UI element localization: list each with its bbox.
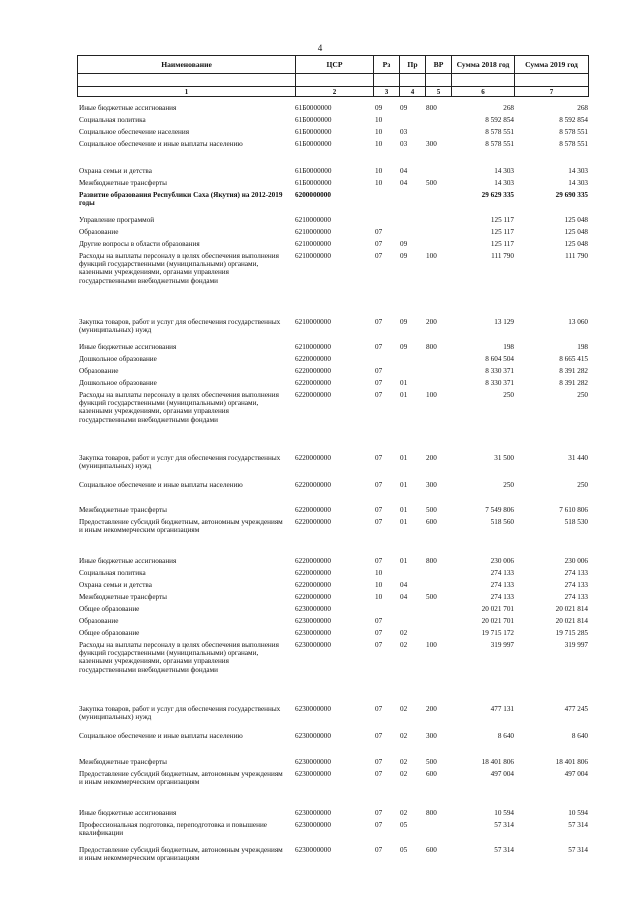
cell-pr: 09 xyxy=(400,240,408,248)
cell-s18: 18 401 806 xyxy=(481,758,514,766)
cell-name: Социальное обеспечение и иные выплаты населению xyxy=(79,481,243,489)
cell-name: Общее образование xyxy=(79,629,140,637)
cell-name: Закупка товаров, работ и услуг для обеспечения государственных (муниципальных) нужд xyxy=(79,318,281,335)
cell-pr: 09 xyxy=(400,343,408,351)
cell-s19: 14 303 xyxy=(568,179,588,187)
cell-s19: 125 048 xyxy=(564,240,588,248)
cell-s18: 57 314 xyxy=(494,846,514,854)
cell-name: Общее образование xyxy=(79,605,140,613)
cell-rz: 07 xyxy=(375,379,383,387)
cell-s18: 125 117 xyxy=(490,240,514,248)
header-sum-2018: Сумма 2018 год xyxy=(452,56,515,74)
cell-s19: 319 997 xyxy=(564,641,588,649)
cell-name: Другие вопросы в области образования xyxy=(79,240,200,248)
cell-s19: 274 133 xyxy=(564,581,588,589)
header-csr: ЦСР xyxy=(296,56,374,74)
cell-csr: 6230000000 xyxy=(295,758,331,766)
cell-name: Расходы на выплаты персоналу в целях обеспечения выполнения функций государственными (муниципальными) органами, казенными учреждениями, органами управления государственными внебюджетными фондами xyxy=(79,391,279,424)
cell-csr: 6220000000 xyxy=(295,557,331,565)
cell-rz: 09 xyxy=(375,104,383,112)
cell-s19: 268 xyxy=(577,104,588,112)
cell-name: Межбюджетные трансферты xyxy=(79,179,167,187)
col-num-2: 2 xyxy=(296,87,374,97)
cell-s18: 8 640 xyxy=(497,732,514,740)
cell-vr: 300 xyxy=(426,732,437,740)
cell-s18: 20 021 701 xyxy=(481,617,514,625)
cell-csr: 6210000000 xyxy=(295,318,331,326)
cell-pr: 03 xyxy=(400,128,408,136)
col-num-1: 1 xyxy=(78,87,296,97)
cell-name: Предоставление субсидий бюджетным, автономным учреждениям и иным некоммерческим организациям xyxy=(79,770,283,787)
cell-rz: 07 xyxy=(375,557,383,565)
cell-pr: 02 xyxy=(400,770,408,778)
cell-csr: 6230000000 xyxy=(295,821,331,829)
cell-vr: 300 xyxy=(426,481,437,489)
cell-name: Охрана семьи и детства xyxy=(79,581,152,589)
col-num-4: 4 xyxy=(400,87,426,97)
cell-s19: 10 594 xyxy=(568,809,588,817)
header-vr: ВР xyxy=(426,56,452,74)
cell-csr: 6220000000 xyxy=(295,379,331,387)
cell-s18: 8 330 371 xyxy=(485,379,514,387)
cell-name: Образование xyxy=(79,367,119,375)
cell-rz: 10 xyxy=(375,167,383,175)
cell-vr: 100 xyxy=(426,641,437,649)
cell-rz: 10 xyxy=(375,593,383,601)
cell-name: Иные бюджетные ассигнования xyxy=(79,104,177,112)
cell-csr: 61Б0000000 xyxy=(295,128,332,136)
cell-s18: 477 131 xyxy=(490,705,514,713)
cell-pr: 01 xyxy=(400,454,408,462)
cell-s19: 477 245 xyxy=(564,705,588,713)
cell-name: Социальная политика xyxy=(79,569,146,577)
cell-s19: 8 578 551 xyxy=(559,128,588,136)
cell-rz: 10 xyxy=(375,128,383,136)
cell-name: Управление программой xyxy=(79,216,155,224)
cell-name: Предоставление субсидий бюджетным, автономным учреждениям и иным некоммерческим организациям xyxy=(79,846,283,863)
cell-vr: 300 xyxy=(426,140,437,148)
cell-s19: 19 715 285 xyxy=(555,629,588,637)
cell-s19: 111 790 xyxy=(565,252,588,260)
cell-rz: 07 xyxy=(375,481,383,489)
cell-name: Межбюджетные трансферты xyxy=(79,506,167,514)
cell-csr: 6220000000 xyxy=(295,481,331,489)
cell-rz: 07 xyxy=(375,629,383,637)
cell-pr: 01 xyxy=(400,481,408,489)
cell-s19: 18 401 806 xyxy=(555,758,588,766)
cell-vr: 500 xyxy=(426,506,437,514)
cell-pr: 04 xyxy=(400,593,408,601)
cell-name: Образование xyxy=(79,228,119,236)
cell-s18: 14 303 xyxy=(494,179,514,187)
cell-csr: 61Б0000000 xyxy=(295,140,332,148)
header-name: Наименование xyxy=(78,56,296,74)
cell-rz: 07 xyxy=(375,454,383,462)
cell-s18: 8 604 504 xyxy=(485,355,514,363)
cell-pr: 09 xyxy=(400,252,408,260)
cell-pr: 04 xyxy=(400,581,408,589)
cell-s19: 8 592 854 xyxy=(559,116,588,124)
cell-s18: 497 004 xyxy=(490,770,514,778)
cell-csr: 61Б0000000 xyxy=(295,116,332,124)
cell-name: Межбюджетные трансферты xyxy=(79,593,167,601)
cell-vr: 200 xyxy=(426,705,437,713)
cell-rz: 07 xyxy=(375,318,383,326)
cell-s18: 250 xyxy=(503,481,514,489)
col-num-6: 6 xyxy=(452,87,515,97)
cell-name: Межбюджетные трансферты xyxy=(79,758,167,766)
cell-csr: 6210000000 xyxy=(295,252,331,260)
cell-csr: 6230000000 xyxy=(295,770,331,778)
cell-s18: 125 117 xyxy=(490,228,514,236)
cell-s19: 8 391 282 xyxy=(559,379,588,387)
cell-rz: 07 xyxy=(375,518,383,526)
cell-pr: 05 xyxy=(400,821,408,829)
cell-s19: 57 314 xyxy=(568,846,588,854)
cell-name: Расходы на выплаты персоналу в целях обеспечения выполнения функций государственными (муниципальными) органами, казенными учреждениями, органами управления государственными внебюджетными фондами xyxy=(79,641,279,674)
cell-rz: 07 xyxy=(375,809,383,817)
cell-name: Развитие образования Республики Саха (Якутия) на 2012-2019 годы xyxy=(79,191,283,208)
cell-name: Расходы на выплаты персоналу в целях обеспечения выполнения функций государственными (муниципальными) органами, казенными учреждениями, органами управления государственными внебюджетными фондами xyxy=(79,252,279,285)
cell-name: Социальное обеспечение и иные выплаты населению xyxy=(79,140,243,148)
cell-vr: 200 xyxy=(426,318,437,326)
cell-s18: 230 006 xyxy=(490,557,514,565)
cell-s18: 29 629 335 xyxy=(481,191,514,199)
cell-rz: 10 xyxy=(375,140,383,148)
cell-pr: 09 xyxy=(400,104,408,112)
cell-s18: 268 xyxy=(503,104,514,112)
cell-name: Социальное обеспечение населения xyxy=(79,128,190,136)
cell-name: Социальная политика xyxy=(79,116,146,124)
cell-csr: 6230000000 xyxy=(295,641,331,649)
cell-s18: 198 xyxy=(503,343,514,351)
cell-s19: 7 610 806 xyxy=(559,506,588,514)
cell-s18: 111 790 xyxy=(491,252,514,260)
col-num-7: 7 xyxy=(515,87,589,97)
cell-rz: 07 xyxy=(375,641,383,649)
cell-name: Иные бюджетные ассигнования xyxy=(79,557,177,565)
cell-s18: 250 xyxy=(503,391,514,399)
cell-s19: 198 xyxy=(577,343,588,351)
cell-csr: 6220000000 xyxy=(295,367,331,375)
cell-name: Предоставление субсидий бюджетным, автономным учреждениям и иным некоммерческим организациям xyxy=(79,518,283,535)
cell-pr: 02 xyxy=(400,732,408,740)
cell-s19: 8 640 xyxy=(571,732,588,740)
cell-vr: 100 xyxy=(426,252,437,260)
cell-vr: 600 xyxy=(426,518,437,526)
cell-vr: 600 xyxy=(426,846,437,854)
cell-csr: 6220000000 xyxy=(295,454,331,462)
cell-s19: 250 xyxy=(577,391,588,399)
cell-s18: 20 021 701 xyxy=(481,605,514,613)
cell-rz: 07 xyxy=(375,391,383,399)
col-num-5: 5 xyxy=(426,87,452,97)
cell-vr: 800 xyxy=(426,343,437,351)
cell-s19: 8 391 282 xyxy=(559,367,588,375)
header-sum-2019: Сумма 2019 год xyxy=(515,56,589,74)
cell-csr: 6210000000 xyxy=(295,228,331,236)
cell-name: Образование xyxy=(79,617,119,625)
cell-s19: 125 048 xyxy=(564,216,588,224)
cell-pr: 01 xyxy=(400,518,408,526)
cell-csr: 6220000000 xyxy=(295,593,331,601)
cell-s18: 125 117 xyxy=(490,216,514,224)
cell-s18: 10 594 xyxy=(494,809,514,817)
cell-s18: 274 133 xyxy=(490,581,514,589)
table-header xyxy=(77,55,589,97)
cell-csr: 6230000000 xyxy=(295,605,331,613)
cell-csr: 6220000000 xyxy=(295,506,331,514)
cell-rz: 07 xyxy=(375,228,383,236)
cell-s18: 7 549 806 xyxy=(485,506,514,514)
cell-name: Дошкольное образование xyxy=(79,355,157,363)
cell-rz: 10 xyxy=(375,179,383,187)
cell-csr: 6210000000 xyxy=(295,240,331,248)
cell-s18: 319 997 xyxy=(490,641,514,649)
cell-s19: 518 530 xyxy=(564,518,588,526)
cell-pr: 02 xyxy=(400,809,408,817)
cell-rz: 07 xyxy=(375,758,383,766)
cell-rz: 07 xyxy=(375,617,383,625)
cell-s19: 230 006 xyxy=(564,557,588,565)
cell-s18: 57 314 xyxy=(494,821,514,829)
cell-vr: 800 xyxy=(426,104,437,112)
cell-pr: 01 xyxy=(400,391,408,399)
cell-rz: 07 xyxy=(375,705,383,713)
cell-csr: 6230000000 xyxy=(295,617,331,625)
cell-name: Социальное обеспечение и иные выплаты населению xyxy=(79,732,243,740)
cell-csr: 6230000000 xyxy=(295,629,331,637)
cell-vr: 200 xyxy=(426,454,437,462)
cell-csr: 61Б0000000 xyxy=(295,179,332,187)
cell-csr: 6220000000 xyxy=(295,391,331,399)
cell-rz: 10 xyxy=(375,581,383,589)
cell-csr: 61Б0000000 xyxy=(295,104,332,112)
cell-rz: 07 xyxy=(375,367,383,375)
cell-csr: 6220000000 xyxy=(295,355,331,363)
col-num-3: 3 xyxy=(374,87,400,97)
header-pr: Пр xyxy=(400,56,426,74)
cell-s19: 8 578 551 xyxy=(559,140,588,148)
cell-csr: 6210000000 xyxy=(295,216,331,224)
cell-s18: 274 133 xyxy=(490,593,514,601)
cell-pr: 01 xyxy=(400,557,408,565)
cell-s19: 274 133 xyxy=(564,593,588,601)
cell-s18: 31 500 xyxy=(494,454,514,462)
cell-csr: 6230000000 xyxy=(295,846,331,854)
cell-s18: 8 592 854 xyxy=(485,116,514,124)
cell-name: Охрана семьи и детства xyxy=(79,167,152,175)
cell-vr: 600 xyxy=(426,770,437,778)
cell-s19: 274 133 xyxy=(564,569,588,577)
cell-s18: 19 715 172 xyxy=(481,629,514,637)
cell-name: Дошкольное образование xyxy=(79,379,157,387)
cell-pr: 02 xyxy=(400,629,408,637)
page-number: 4 xyxy=(317,43,323,53)
cell-rz: 07 xyxy=(375,506,383,514)
cell-csr: 6230000000 xyxy=(295,809,331,817)
cell-pr: 04 xyxy=(400,179,408,187)
cell-pr: 03 xyxy=(400,140,408,148)
cell-vr: 500 xyxy=(426,593,437,601)
cell-pr: 02 xyxy=(400,758,408,766)
cell-name: Профессиональная подготовка, переподготовка и повышение квалификации xyxy=(79,821,267,838)
cell-name: Иные бюджетные ассигнования xyxy=(79,809,177,817)
cell-rz: 07 xyxy=(375,732,383,740)
cell-name: Иные бюджетные ассигнования xyxy=(79,343,177,351)
cell-csr: 6220000000 xyxy=(295,569,331,577)
cell-name: Закупка товаров, работ и услуг для обеспечения государственных (муниципальных) нужд xyxy=(79,705,281,722)
cell-csr: 6230000000 xyxy=(295,732,331,740)
cell-pr: 02 xyxy=(400,641,408,649)
cell-rz: 07 xyxy=(375,846,383,854)
cell-pr: 01 xyxy=(400,379,408,387)
cell-vr: 800 xyxy=(426,557,437,565)
cell-s19: 250 xyxy=(577,481,588,489)
cell-s19: 497 004 xyxy=(564,770,588,778)
cell-csr: 6230000000 xyxy=(295,705,331,713)
cell-s19: 125 048 xyxy=(564,228,588,236)
cell-s18: 8 578 551 xyxy=(485,128,514,136)
cell-pr: 05 xyxy=(400,846,408,854)
header-rz: Рз xyxy=(374,56,400,74)
cell-csr: 6210000000 xyxy=(295,343,331,351)
cell-vr: 500 xyxy=(426,758,437,766)
cell-s18: 8 578 551 xyxy=(485,140,514,148)
cell-vr: 100 xyxy=(426,391,437,399)
cell-rz: 07 xyxy=(375,821,383,829)
cell-rz: 07 xyxy=(375,240,383,248)
cell-s19: 13 060 xyxy=(568,318,588,326)
cell-csr: 6200000000 xyxy=(295,191,331,199)
cell-pr: 09 xyxy=(400,318,408,326)
cell-s19: 14 303 xyxy=(568,167,588,175)
cell-s19: 20 021 814 xyxy=(555,605,588,613)
cell-s18: 8 330 371 xyxy=(485,367,514,375)
cell-csr: 6220000000 xyxy=(295,518,331,526)
cell-s19: 31 440 xyxy=(568,454,588,462)
cell-rz: 10 xyxy=(375,569,383,577)
cell-name: Закупка товаров, работ и услуг для обеспечения государственных (муниципальных) нужд xyxy=(79,454,281,471)
cell-s18: 14 303 xyxy=(494,167,514,175)
cell-s19: 8 665 415 xyxy=(559,355,588,363)
cell-csr: 6220000000 xyxy=(295,581,331,589)
cell-rz: 10 xyxy=(375,116,383,124)
cell-rz: 07 xyxy=(375,252,383,260)
cell-pr: 04 xyxy=(400,167,408,175)
cell-s19: 57 314 xyxy=(568,821,588,829)
cell-pr: 01 xyxy=(400,506,408,514)
cell-s18: 274 133 xyxy=(490,569,514,577)
cell-csr: 61Б0000000 xyxy=(295,167,332,175)
cell-s18: 518 560 xyxy=(490,518,514,526)
cell-s19: 20 021 814 xyxy=(555,617,588,625)
cell-vr: 500 xyxy=(426,179,437,187)
cell-rz: 07 xyxy=(375,770,383,778)
cell-s19: 29 690 335 xyxy=(555,191,588,199)
cell-vr: 800 xyxy=(426,809,437,817)
cell-rz: 07 xyxy=(375,343,383,351)
cell-pr: 02 xyxy=(400,705,408,713)
cell-s18: 13 129 xyxy=(494,318,514,326)
